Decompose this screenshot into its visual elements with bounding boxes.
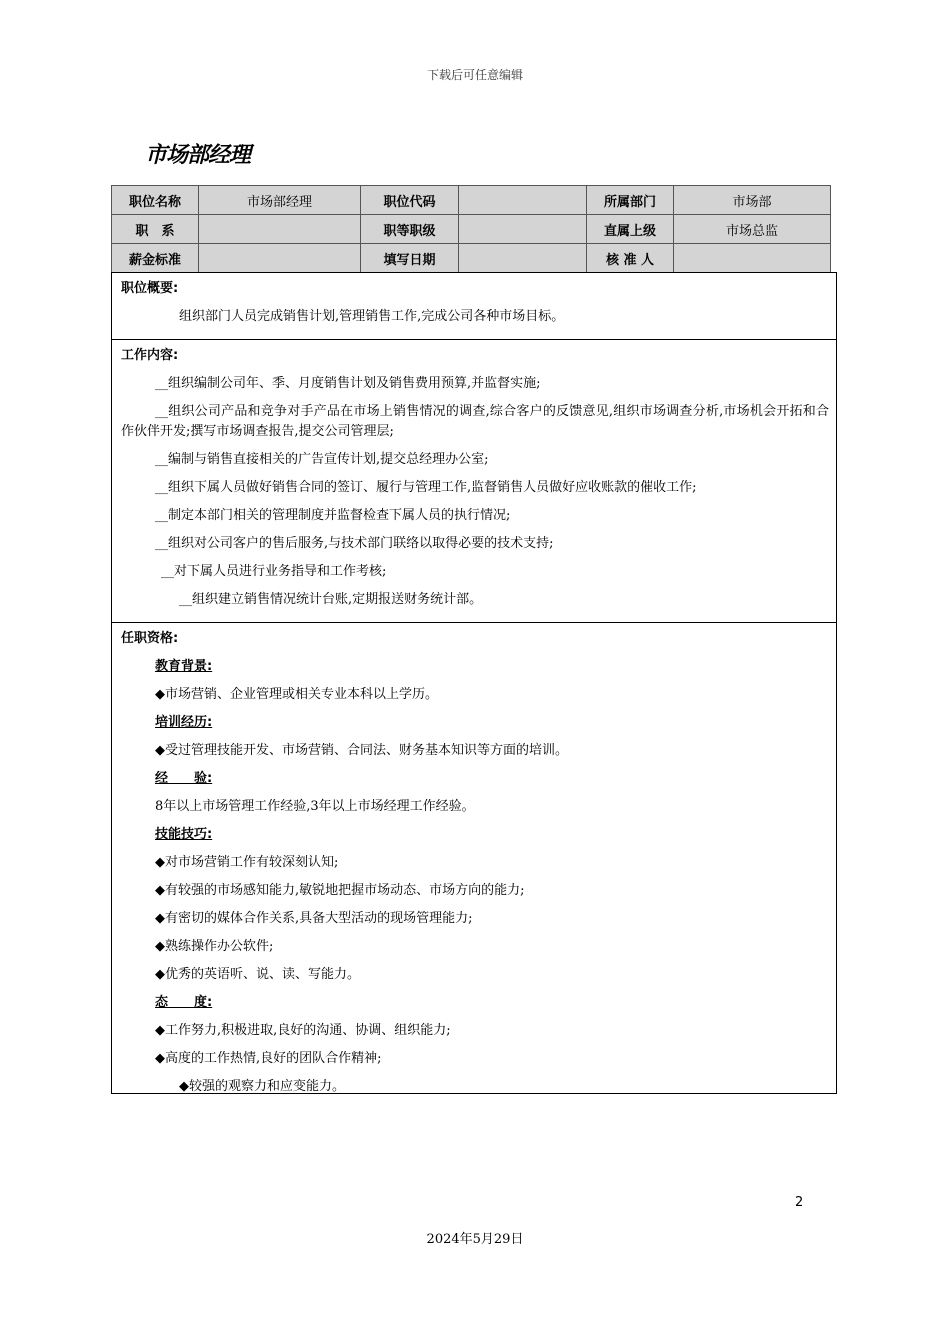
document-title: 市场部经理 (145, 143, 251, 168)
info-field-label: 薪金标准 (112, 244, 199, 273)
attitude-item: ◆较强的观察力和应变能力。 (179, 1079, 345, 1094)
skill-item: ◆对市场营销工作有较深刻认知; (155, 855, 339, 870)
qualifications-section (112, 623, 836, 1109)
info-table-row (112, 215, 831, 244)
duties-section (112, 340, 836, 623)
info-field-label: 职等职级 (361, 215, 459, 244)
info-field-value (674, 244, 831, 273)
experience-heading: 经 验: (155, 771, 213, 786)
duty-item: __组织建立销售情况统计台账,定期报送财务统计部。 (179, 592, 483, 607)
info-field-value (459, 244, 587, 273)
duty-item: __组织编制公司年、季、月度销售计划及销售费用预算,并监督实施; (155, 376, 541, 391)
info-field-value (459, 186, 587, 215)
info-field-label: 填写日期 (361, 244, 459, 273)
attitude-item: ◆工作努力,积极进取,良好的沟通、协调、组织能力; (155, 1023, 451, 1038)
position-info-table (111, 185, 831, 273)
info-field-label: 直属上级 (587, 215, 674, 244)
duty-item: __组织下属人员做好销售合同的签订、履行与管理工作,监督销售人员做好应收账款的催收工作; (155, 480, 697, 495)
experience-item: 8年以上市场管理工作经验,3年以上市场经理工作经验。 (155, 799, 475, 814)
page-number: 2 (795, 1195, 804, 1210)
duty-item: __对下属人员进行业务指导和工作考核; (161, 564, 387, 579)
attitude-heading: 态 度: (155, 995, 213, 1010)
info-field-label: 所属部门 (587, 186, 674, 215)
duty-item: __编制与销售直接相关的广告宣传计划,提交总经理办公室; (155, 452, 489, 467)
footer-date: 2024年5月29日 (426, 1232, 524, 1247)
training-item: ◆受过管理技能开发、市场营销、合同法、财务基本知识等方面的培训。 (155, 743, 568, 758)
education-item: ◆市场营销、企业管理或相关专业本科以上学历。 (155, 687, 438, 702)
info-field-value (459, 215, 587, 244)
attitude-item: ◆高度的工作热情,良好的团队合作精神; (155, 1051, 382, 1066)
info-field-label: 职位代码 (361, 186, 459, 215)
summary-section (112, 273, 836, 340)
header-note: 下载后可任意编辑 (426, 68, 523, 82)
info-table-row (112, 244, 831, 273)
duties-title: 工作内容: (121, 348, 179, 363)
education-heading: 教育背景: (155, 659, 213, 674)
info-field-value: 市场部 (674, 186, 831, 215)
duty-item: __组织公司产品和竞争对手产品在市场上销售情况的调查,综合客户的反馈意见,组织市场调查分析,市场机会开拓和合作伙伴开发;撰写市场调查报告,提交公司管理层; (121, 404, 829, 439)
info-field-value: 市场总监 (674, 215, 831, 244)
skills-heading: 技能技巧: (155, 827, 213, 842)
skill-item: ◆熟练操作办公软件; (155, 939, 274, 954)
info-field-label: 核 准 人 (587, 244, 674, 273)
info-field-value (199, 215, 361, 244)
info-table-row (112, 186, 831, 215)
summary-text: 组织部门人员完成销售计划,管理销售工作,完成公司各种市场目标。 (179, 309, 565, 324)
skill-item: ◆有较强的市场感知能力,敏锐地把握市场动态、市场方向的能力; (155, 883, 525, 898)
summary-title: 职位概要: (121, 281, 179, 296)
duty-item: __制定本部门相关的管理制度并监督检查下属人员的执行情况; (155, 508, 511, 523)
info-field-label: 职 系 (112, 215, 199, 244)
info-field-value: 市场部经理 (199, 186, 361, 215)
duty-item: __组织对公司客户的售后服务,与技术部门联络以取得必要的技术支持; (155, 536, 554, 551)
skill-item: ◆有密切的媒体合作关系,具备大型活动的现场管理能力; (155, 911, 473, 926)
training-heading: 培训经历: (155, 715, 213, 730)
info-field-value (199, 244, 361, 273)
skill-item: ◆优秀的英语听、说、读、写能力。 (155, 967, 360, 982)
qualifications-title: 任职资格: (121, 631, 179, 646)
job-description-body (111, 272, 837, 1094)
info-field-label: 职位名称 (112, 186, 199, 215)
